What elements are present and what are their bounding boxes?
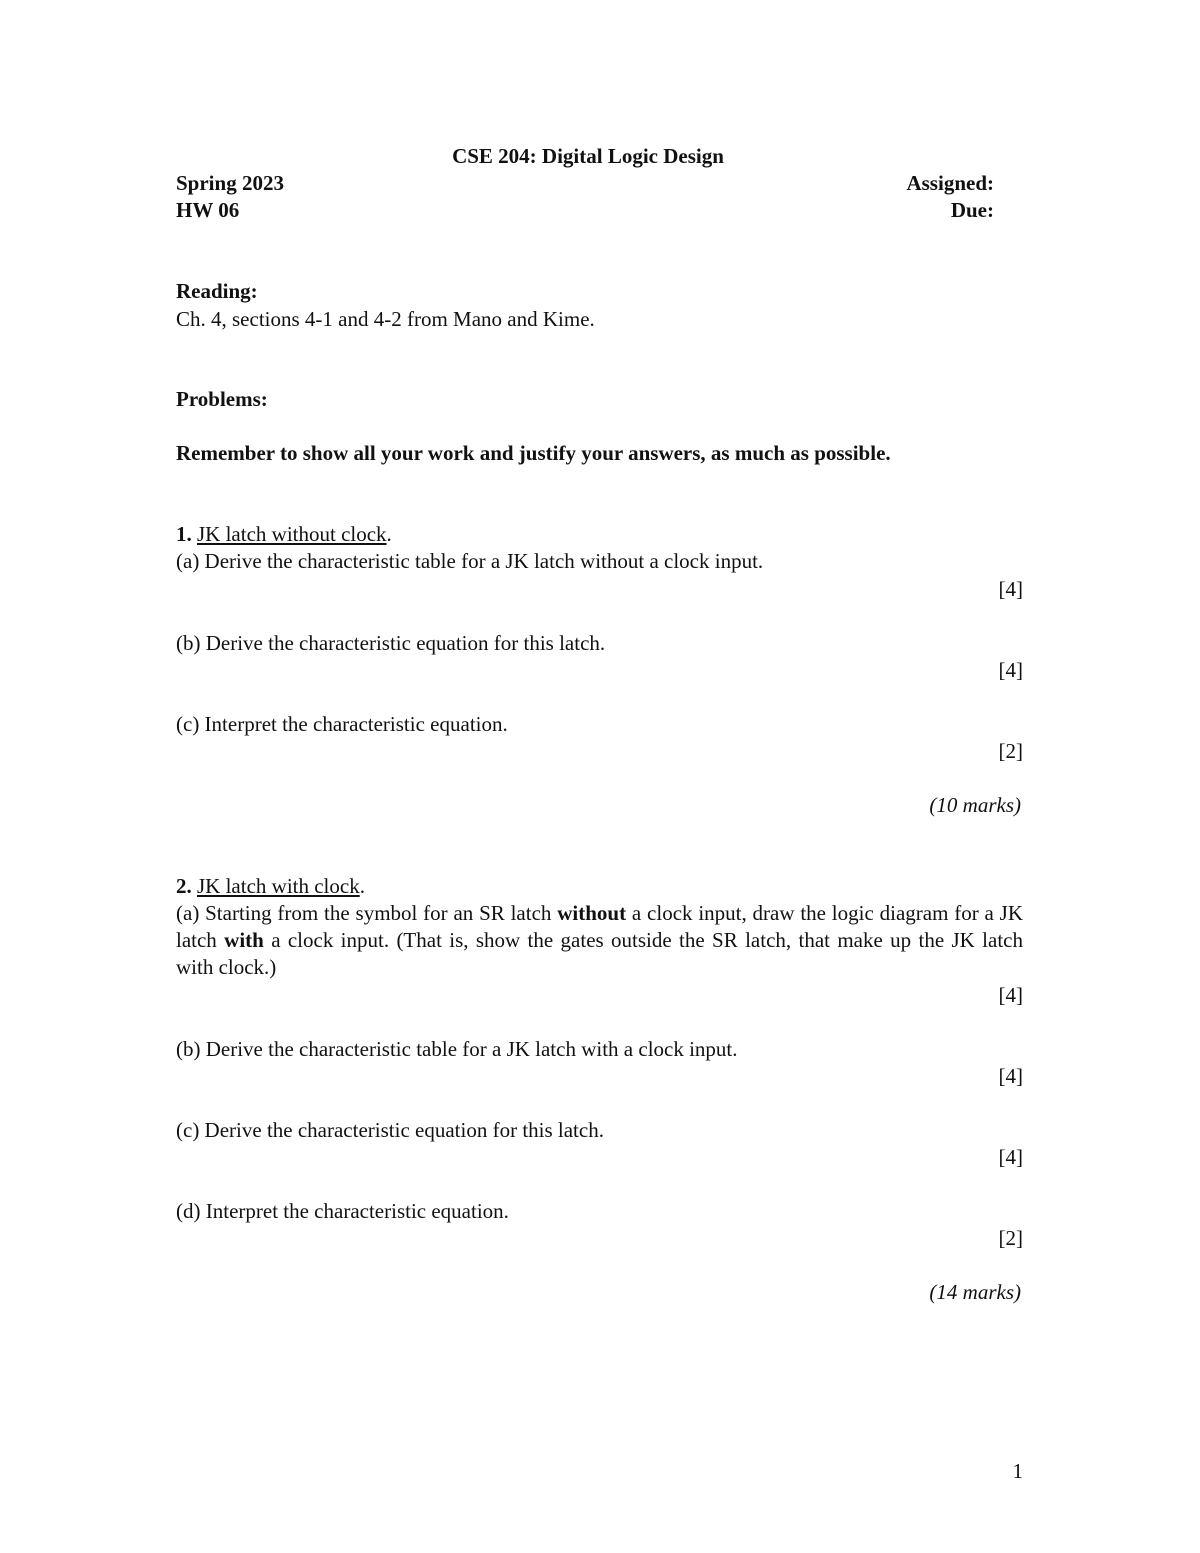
assigned-label: Assigned: xyxy=(906,171,994,195)
question-2-heading xyxy=(176,873,365,900)
question-2d-marks: [2] xyxy=(998,1226,1023,1250)
question-2a-emphasis-with: with xyxy=(224,928,264,952)
question-1a-text: (a) Derive the characteristic table for a JK latch without a clock input. xyxy=(176,549,764,573)
reading-text: Ch. 4, sections 4-1 and 4-2 from Mano and Kime. xyxy=(176,307,595,331)
question-2a-part3: a clock input. (That is, show the gates outside the SR latch, that make up the JK latch with clock.) xyxy=(176,928,1023,979)
question-2a-text xyxy=(176,900,1023,981)
question-2a-part2: a clock input, draw the logic diagram for a JK latch xyxy=(176,901,1023,952)
question-1b-text: (b) Derive the characteristic equation for this latch. xyxy=(176,631,606,655)
course-title: CSE 204: Digital Logic Design xyxy=(452,144,724,168)
question-1c-text: (c) Interpret the characteristic equation. xyxy=(176,712,508,736)
question-2-number: 2. xyxy=(176,874,192,898)
question-1-title: JK latch without clock xyxy=(197,522,387,546)
page-number: 1 xyxy=(1012,1459,1023,1483)
reading-heading: Reading: xyxy=(176,279,258,303)
question-2a-part1: (a) Starting from the symbol for an SR latch xyxy=(176,901,558,925)
question-1-period: . xyxy=(386,522,392,546)
question-1-number: 1. xyxy=(176,522,192,546)
question-2-total: (14 marks) xyxy=(929,1280,1021,1304)
question-2a-emphasis-without: without xyxy=(557,901,627,925)
question-1-total: (10 marks) xyxy=(929,793,1021,817)
question-2a-marks: [4] xyxy=(998,983,1023,1007)
due-label: Due: xyxy=(950,198,994,222)
homework-number: HW 06 xyxy=(176,198,240,222)
question-1b-marks: [4] xyxy=(998,658,1023,682)
question-1a-marks: [4] xyxy=(998,577,1023,601)
problems-reminder: Remember to show all your work and justify your answers, as much as possible. xyxy=(176,441,891,465)
question-2d-text: (d) Interpret the characteristic equation. xyxy=(176,1199,509,1223)
problems-heading: Problems: xyxy=(176,387,268,411)
question-1-heading xyxy=(176,521,392,548)
question-2b-text: (b) Derive the characteristic table for a JK latch with a clock input. xyxy=(176,1037,738,1061)
question-2b-marks: [4] xyxy=(998,1064,1023,1088)
question-1c-marks: [2] xyxy=(998,739,1023,763)
question-2c-text: (c) Derive the characteristic equation for this latch. xyxy=(176,1118,604,1142)
term-label: Spring 2023 xyxy=(176,171,284,195)
question-2-period: . xyxy=(359,874,365,898)
question-2c-marks: [4] xyxy=(998,1145,1023,1169)
question-2-title: JK latch with clock xyxy=(197,874,360,898)
